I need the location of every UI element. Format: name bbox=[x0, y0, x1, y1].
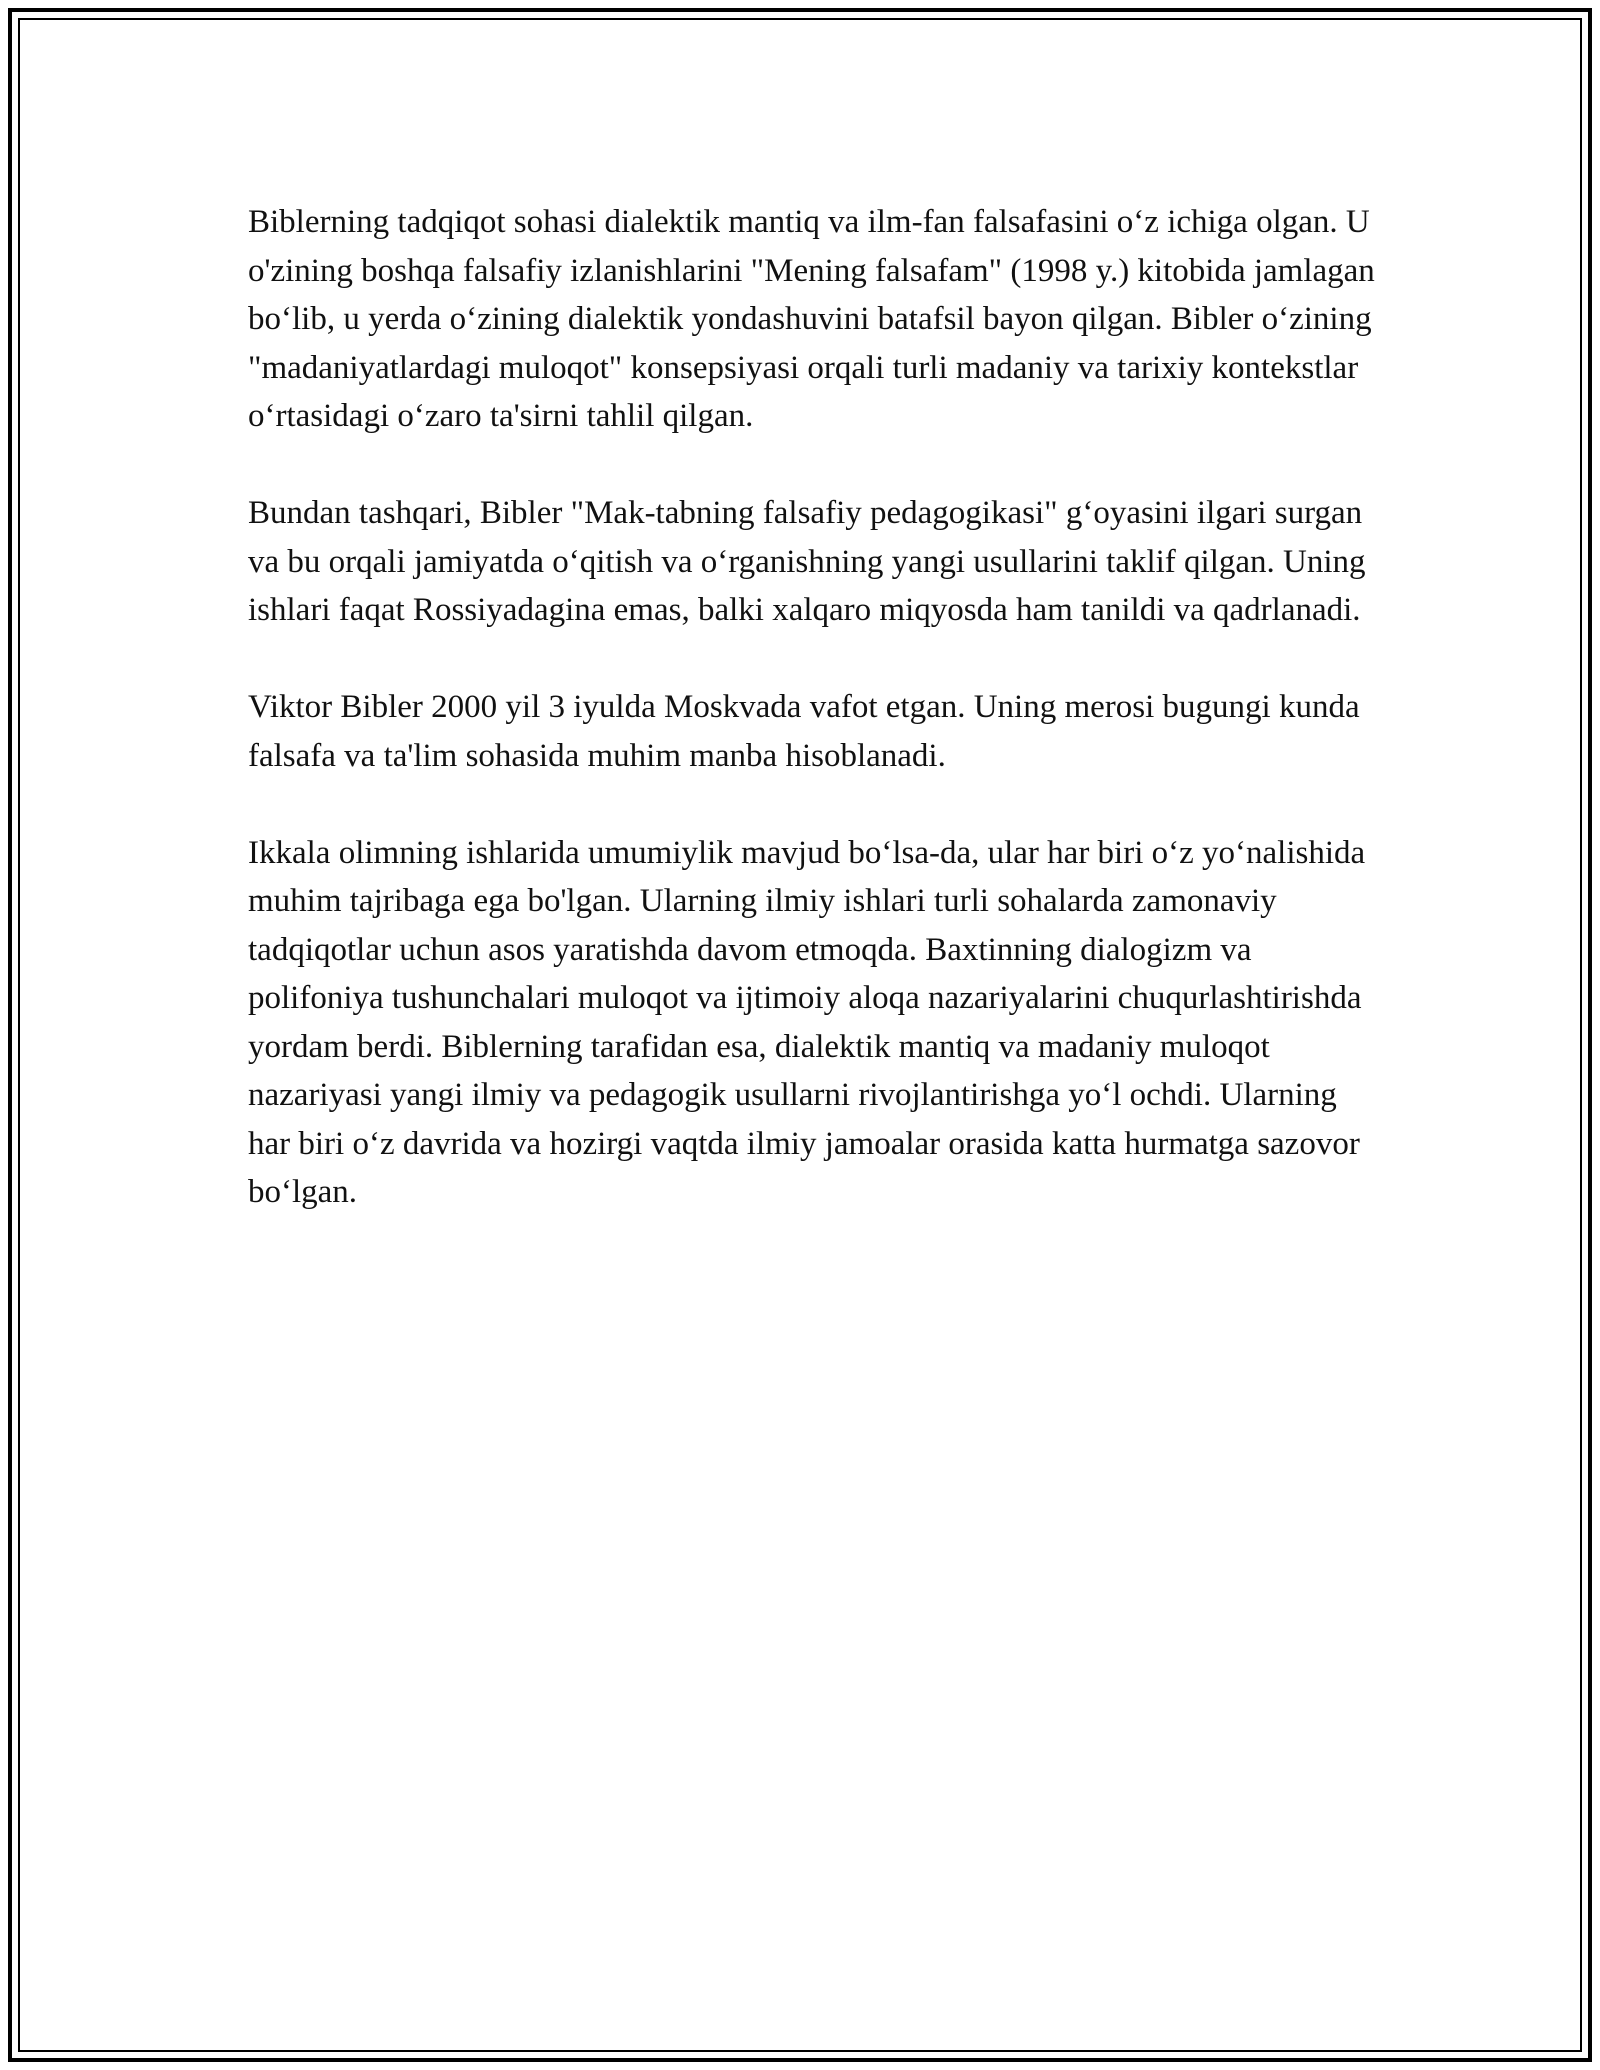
page-border bbox=[8, 8, 1592, 2062]
document-body bbox=[248, 198, 1378, 1265]
paragraph-bibler-pedagogy: Bundan tashqari, Bibler "Mak-tabning falsafiy pedagogikasi" g‘oyasini ilgari surgan va bu orqali jamiyatda o‘qitish va o‘rganishning yangi usullarini taklif qilgan. Uning ishlari faqat Rossiyadagina emas, balki xalqaro miqyosda ham tanildi va qadrlanadi. bbox=[248, 495, 1366, 628]
paragraph-bibler-research: Biblerning tadqiqot sohasi dialektik mantiq va ilm-fan falsafasini o‘z ichiga olgan. U o'zining boshqa falsafiy izlanishlarini "Mening falsafam" (1998 y.) kitobida jamlagan bo‘lib, u yerda o‘zining dialektik yondashuvini batafsil bayon qilgan. Bibler o‘zining "madaniyatlardagi muloqot" konsepsiyasi orqali turli madaniy va tarixiy kontekstlar o‘rtasidagi o‘zaro ta'sirni tahlil qilgan. bbox=[248, 204, 1375, 434]
paragraph-conclusion: Ikkala olimning ishlarida umumiylik mavjud bo‘lsa-da, ular har biri o‘z yo‘nalishida muhim tajribaga ega bo'lgan. Ularning ilmiy ishlari turli sohalarda zamonaviy tadqiqotlar uchun asos yaratishda davom etmoqda. Baxtinning dialogizm va polifoniya tushunchalari muloqot va ijtimoiy aloqa nazariyalarini chuqurlashtirishda yordam berdi. Biblerning tarafidan esa, dialektik mantiq va madaniy muloqot nazariyasi yangi ilmiy va pedagogik usullarni rivojlantirishga yo‘l ochdi. Ularning har biri o‘z davrida va hozirgi vaqtda ilmiy jamoalar orasida katta hurmatga sazovor bo‘lgan. bbox=[248, 834, 1366, 1210]
paragraph-bibler-death: Viktor Bibler 2000 yil 3 iyulda Moskvada vafot etgan. Uning merosi bugungi kunda falsafa va ta'lim sohasida muhim manba hisoblanadi. bbox=[248, 689, 1360, 774]
